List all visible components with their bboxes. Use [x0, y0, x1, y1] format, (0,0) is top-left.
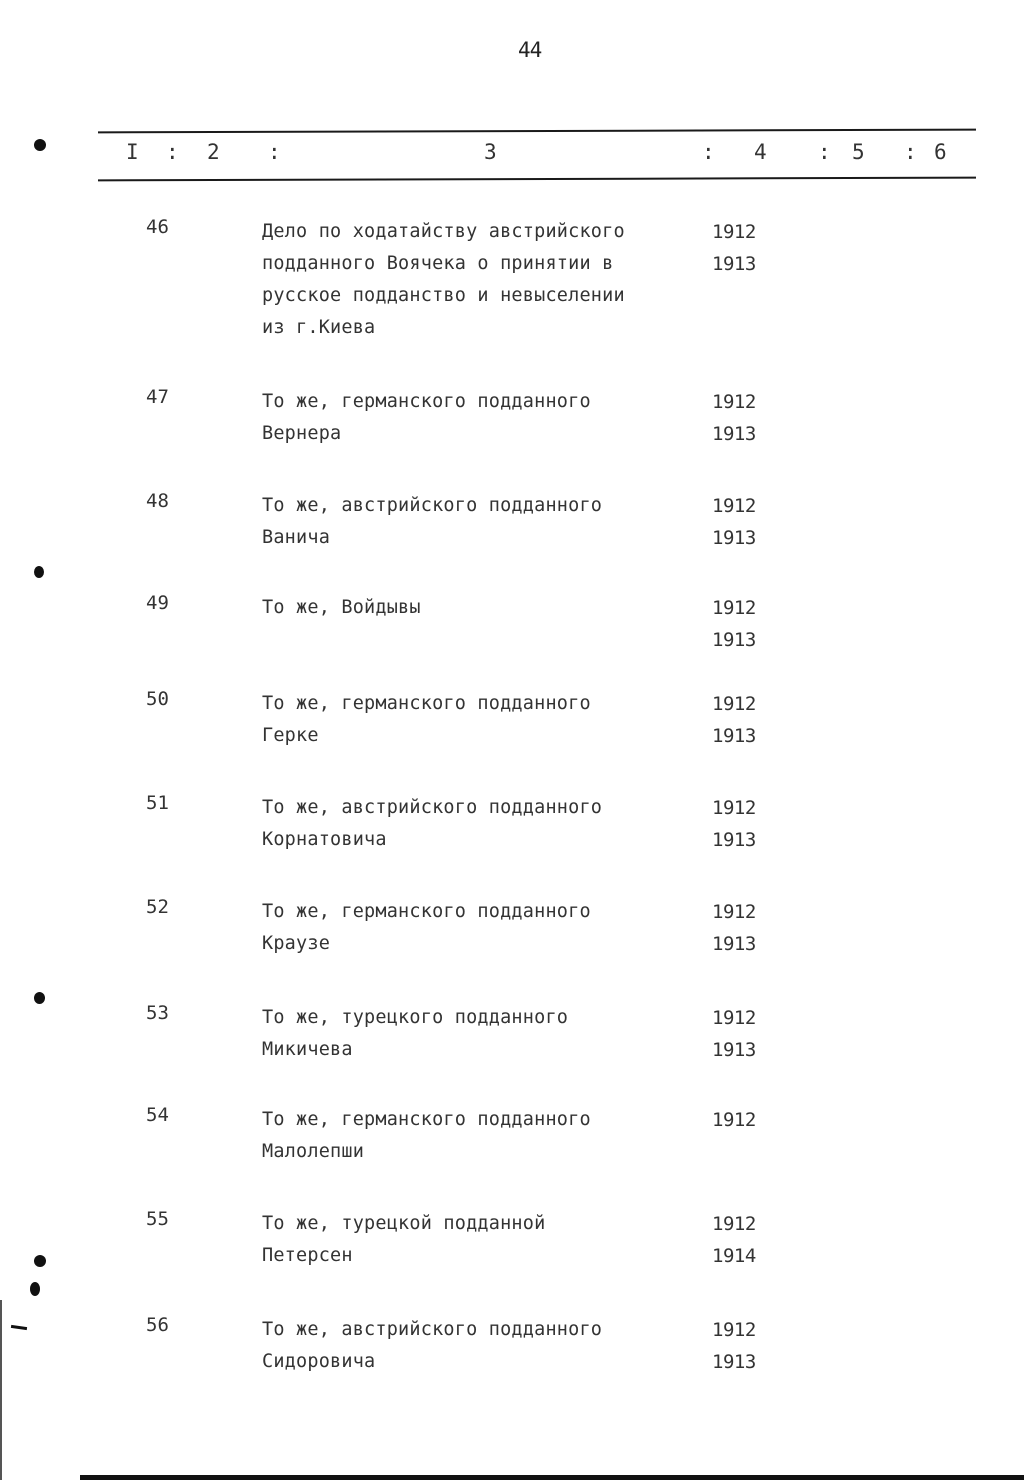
entry-number: 54	[146, 1104, 169, 1126]
page-number: 44	[518, 38, 542, 62]
column-separator: :	[268, 140, 281, 164]
entry-description: То же, германского подданного Краузе	[262, 901, 591, 954]
column-separator: :	[702, 140, 715, 164]
column-2-label: 2	[207, 140, 220, 164]
entry-years: 1912	[712, 1109, 756, 1131]
column-4-label: 4	[754, 140, 767, 164]
entry-number: 53	[146, 1002, 169, 1024]
punch-hole-mark	[34, 139, 46, 151]
column-separator: :	[818, 140, 831, 164]
entry-years: 1912 1914	[712, 1213, 756, 1267]
entry-years: 1912 1913	[712, 1007, 756, 1061]
column-3-label: 3	[484, 140, 497, 164]
entry-description: То же, германского подданного Вернера	[262, 391, 591, 444]
punch-hole-mark	[34, 992, 45, 1004]
column-6-label: 6	[934, 140, 947, 164]
entry-years: 1912 1913	[712, 221, 756, 275]
entry-description: То же, австрийского подданного Сидоровича	[262, 1319, 603, 1372]
entry-description: То же, Войдывы	[262, 597, 421, 618]
entry-description: То же, турецкого подданного Микичева	[262, 1007, 569, 1060]
column-separator: :	[904, 140, 917, 164]
column-1-label: I	[126, 140, 139, 164]
entry-description: То же, германского подданного Герке	[262, 693, 591, 746]
entry-number: 47	[146, 386, 169, 408]
entry-years: 1912 1913	[712, 693, 756, 747]
entry-description: Дело по ходатайству австрийского подданного Воячека о принятии в русское подданство и невыселении из г.Киева	[262, 221, 625, 338]
entry-number: 51	[146, 792, 169, 814]
punch-hole-mark	[30, 1282, 40, 1296]
entry-years: 1912 1913	[712, 597, 756, 651]
entry-years: 1912 1913	[712, 901, 756, 955]
entry-number: 55	[146, 1208, 169, 1230]
column-separator: :	[166, 140, 179, 164]
entry-years: 1912 1913	[712, 495, 756, 549]
header-rule-top	[98, 129, 976, 134]
entry-description: То же, германского подданного Малолепши	[262, 1109, 591, 1162]
entry-number: 52	[146, 896, 169, 918]
punch-hole-mark	[34, 1255, 46, 1267]
scan-bottom-edge	[80, 1475, 1024, 1480]
entry-description: То же, австрийского подданного Ванича	[262, 495, 603, 548]
column-5-label: 5	[852, 140, 865, 164]
entry-description: То же, турецкой подданной Петерсен	[262, 1213, 546, 1266]
margin-dash-mark	[11, 1325, 27, 1330]
entry-number: 50	[146, 688, 169, 710]
entry-years: 1912 1913	[712, 391, 756, 445]
entry-number: 49	[146, 592, 169, 614]
header-rule-bottom	[98, 177, 976, 182]
table-header	[0, 140, 1024, 170]
entry-number: 46	[146, 216, 169, 238]
entry-description: То же, австрийского подданного Корнатовича	[262, 797, 603, 850]
entry-number: 56	[146, 1314, 169, 1336]
entry-number: 48	[146, 490, 169, 512]
scan-edge-line	[0, 1300, 2, 1480]
entry-years: 1912 1913	[712, 1319, 756, 1373]
punch-hole-mark	[34, 566, 44, 578]
entry-years: 1912 1913	[712, 797, 756, 851]
